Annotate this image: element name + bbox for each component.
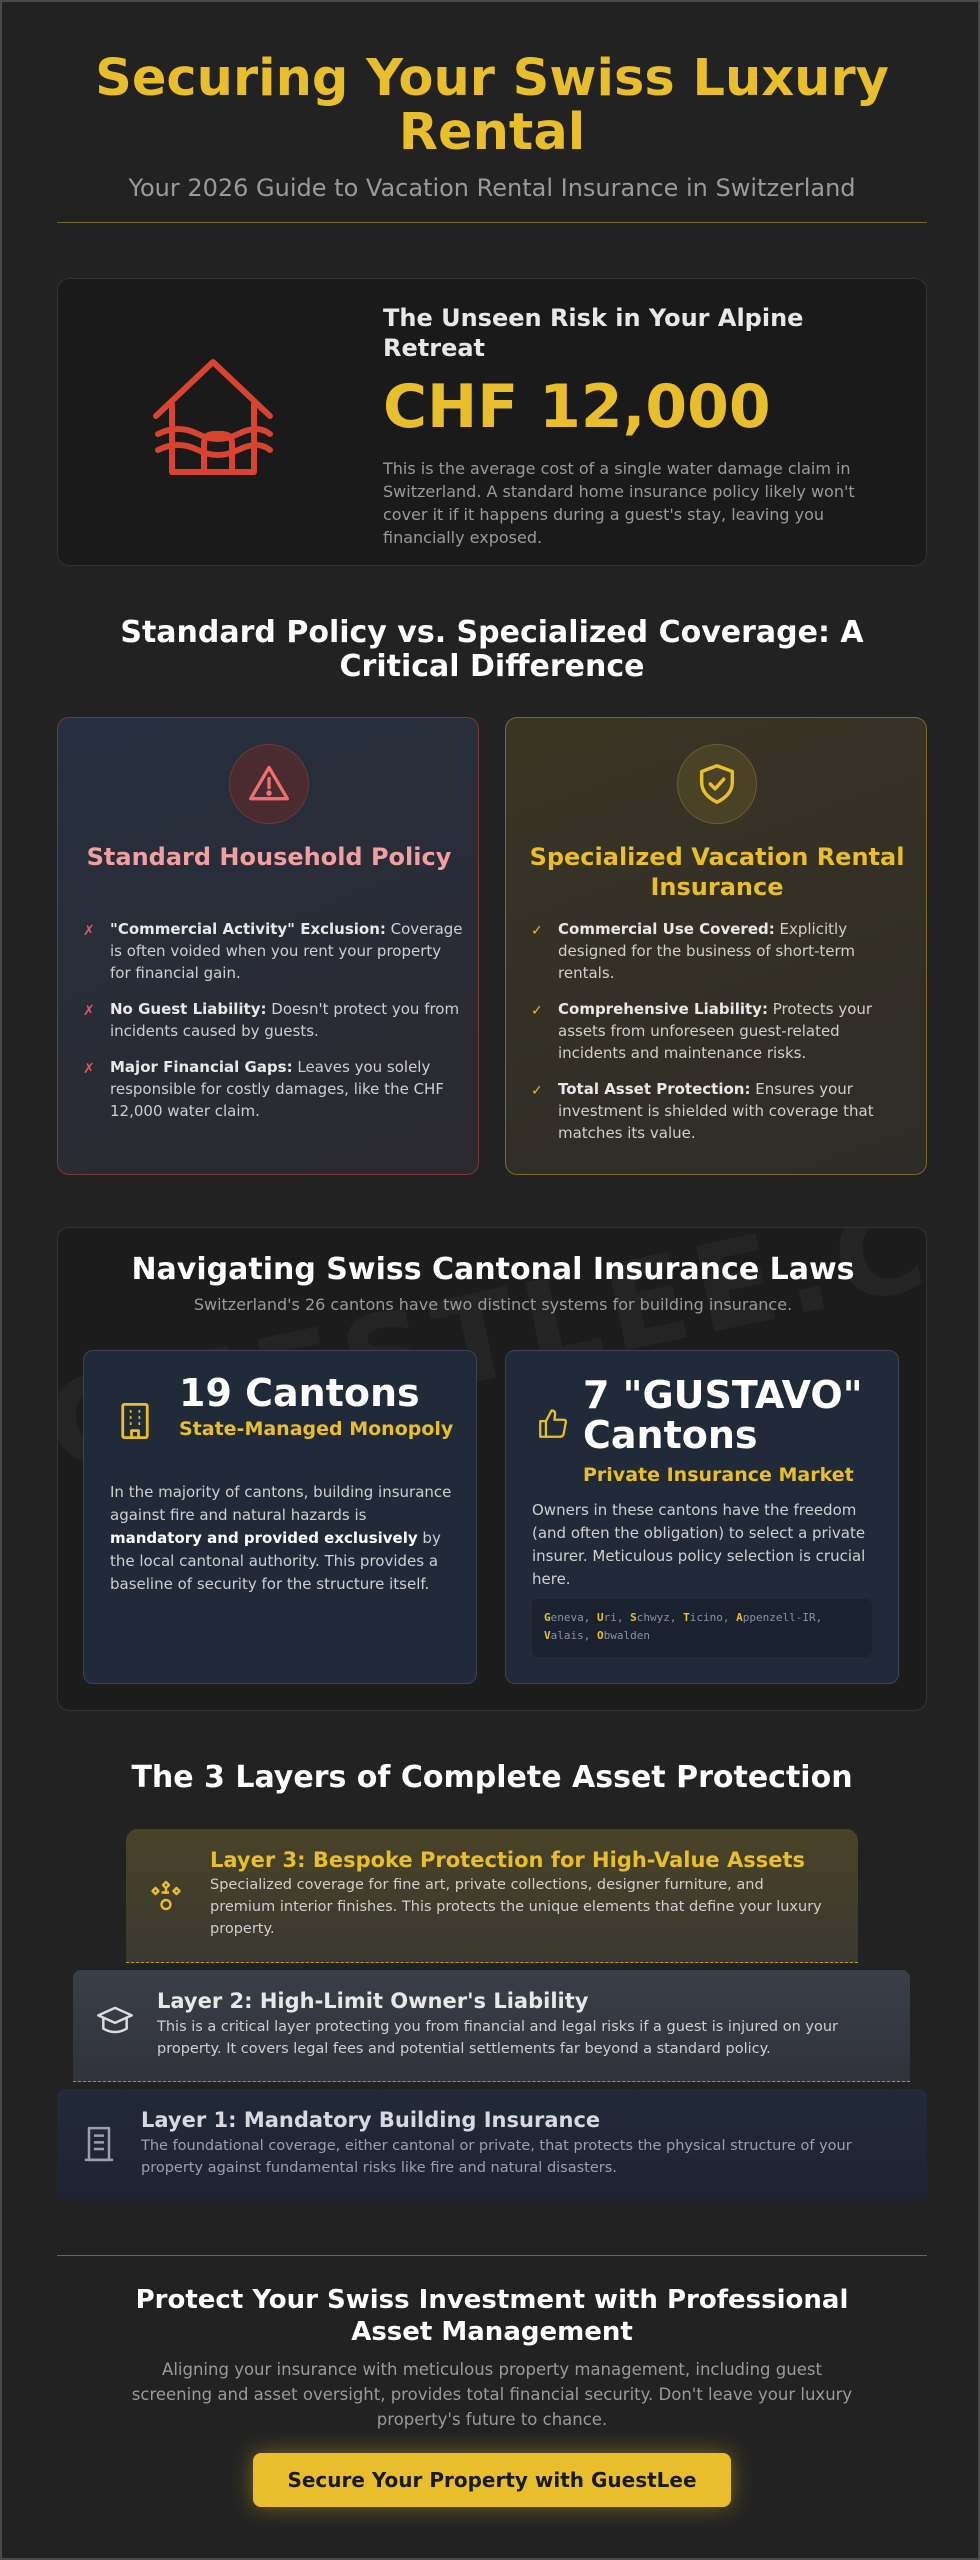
cta-description: Aligning your insurance with meticulous property management, including guest screening and asset oversight, provides total financial security. Don't leave your luxury property's future to chance. (131, 2360, 853, 2429)
canton-initial: A (736, 1611, 743, 1624)
state-cantons-text: In the majority of cantons, building insurance against fire and natural hazards is mandatory and provided exclusively by the local cantonal authority. This provides a baseline of security for the structure itself. (110, 1483, 452, 1593)
canton-initial: T (683, 1611, 690, 1624)
check-icon: ✓ (531, 1083, 543, 1099)
specialized-policy-list (531, 918, 911, 1158)
list-item (531, 918, 911, 984)
canton-name: icino (689, 1611, 723, 1624)
header (57, 49, 927, 202)
building-document-icon (79, 2123, 119, 2169)
layer-2-card (73, 1970, 910, 2082)
warning-badge (229, 744, 309, 824)
layer-3-title: Layer 3: Bespoke Protection for High-Value Assets (210, 1848, 806, 1872)
list-item (83, 1056, 463, 1122)
item-text: Doesn't protect you from incidents caused by guests. (110, 1000, 460, 1040)
canton-name: eneva (550, 1611, 584, 1624)
canton-initial: G (544, 1611, 551, 1624)
layer-1-card (57, 2089, 927, 2201)
item-text: Coverage is often voided when you rent your property for financial gain. (110, 920, 463, 982)
specialized-policy-card (505, 717, 927, 1175)
risk-amount: CHF 12,000 (383, 372, 771, 442)
canton-initial: S (630, 1611, 637, 1624)
canton-name: ri (603, 1611, 617, 1624)
check-icon: ✓ (531, 1003, 543, 1019)
list-item (83, 918, 463, 984)
canton-name: alais (550, 1629, 584, 1642)
warning-icon (247, 762, 291, 806)
secure-property-button[interactable]: Secure Your Property with GuestLee (253, 2453, 731, 2507)
private-cantons-count: 7 "GUSTAVO" Cantons (583, 1373, 863, 1457)
layer-3-desc: Specialized coverage for fine art, private collections, designer furniture, and premium interior finishes. This protects the unique elements that define your luxury property. (210, 1877, 822, 1937)
risk-description: This is the average cost of a single water damage claim in Switzerland. A standard home insurance policy likely won't cover it if it happens during a guest's stay, leaving you financially exposed. (383, 459, 855, 547)
water-damage-house-icon (148, 354, 278, 488)
item-label: "Commercial Activity" Exclusion: (110, 920, 386, 938)
canton-initial: U (597, 1611, 604, 1624)
building-icon (114, 1399, 156, 1447)
specialized-policy-title: Specialized Vacation Rental Insurance (529, 843, 905, 901)
layer-3-card (126, 1829, 858, 1963)
shield-badge (677, 744, 757, 824)
item-label: Major Financial Gaps: (110, 1058, 293, 1076)
gems-icon (148, 1879, 184, 1919)
layer-2-title: Layer 2: High-Limit Owner's Liability (157, 1989, 589, 2013)
canton-name: ppenzell-IR (742, 1611, 816, 1624)
cross-icon: ✗ (83, 923, 95, 939)
shield-check-icon (694, 761, 740, 807)
state-cantons-card (83, 1350, 477, 1684)
divider (57, 2255, 927, 2256)
canton-section (57, 1227, 927, 1711)
thumbs-up-icon (536, 1407, 570, 1445)
cross-icon: ✗ (83, 1061, 95, 1077)
item-text: Explicitly designed for the business of short-term rentals. (558, 920, 856, 982)
state-cantons-count: 19 Cantons (179, 1371, 420, 1415)
risk-heading: The Unseen Risk in Your Alpine Retreat (383, 304, 804, 362)
risk-card (57, 278, 927, 566)
cross-icon: ✗ (83, 1003, 95, 1019)
layer-1-title: Layer 1: Mandatory Building Insurance (141, 2108, 601, 2132)
list-item (531, 998, 911, 1064)
item-label: Comprehensive Liability: (558, 1000, 768, 1018)
layer-1-desc: The foundational coverage, either cantonal or private, that protects the physical structure of your property against fundamental risks like fire and natural disasters. (141, 2138, 852, 2176)
list-item (83, 998, 463, 1042)
standard-policy-list (83, 918, 463, 1136)
standard-policy-card (57, 717, 479, 1175)
layer-2-desc: This is a critical layer protecting you from financial and legal risks if a guest is injured on your property. It covers legal fees and potential settlements far beyond a standard policy. (157, 2019, 838, 2057)
private-cantons-card (505, 1350, 899, 1684)
state-cantons-label: State-Managed Monopoly (179, 1418, 454, 1440)
item-label: No Guest Liability: (110, 1000, 267, 1018)
page-title: Securing Your Swiss Luxury Rental (95, 49, 889, 162)
private-cantons-label: Private Insurance Market (583, 1464, 854, 1486)
cta-title: Protect Your Swiss Investment with Professional Asset Management (135, 2285, 849, 2347)
item-label: Commercial Use Covered: (558, 920, 775, 938)
canton-list: Geneva, Uri, Schwyz, Ticino, Appenzell-IR, Valais, Obwalden (532, 1599, 872, 1657)
canton-initial: V (544, 1629, 551, 1642)
canton-name: chwyz (636, 1611, 670, 1624)
divider (57, 222, 927, 223)
item-text: Ensures your investment is shielded with coverage that matches its value. (558, 1080, 874, 1142)
item-label: Total Asset Protection: (558, 1080, 751, 1098)
item-text: Leaves you solely responsible for costly damages, like the CHF 12,000 water claim. (110, 1058, 444, 1120)
private-cantons-text: Owners in these cantons have the freedom (and often the obligation) to select a private insurer. Meticulous policy selection is crucial here. (532, 1501, 866, 1588)
item-text: Protects your assets from unforeseen guest-related incidents and maintenance risks. (558, 1000, 873, 1062)
canton-title: Navigating Swiss Cantonal Insurance Laws (131, 1252, 855, 1287)
canton-initial: O (597, 1629, 604, 1642)
layers-title: The 3 Layers of Complete Asset Protection (131, 1760, 853, 1795)
list-item (531, 1078, 911, 1144)
page-subtitle: Your 2026 Guide to Vacation Rental Insurance in Switzerland (128, 174, 856, 202)
canton-name: bwalden (603, 1629, 650, 1642)
graduation-cap-icon (95, 2002, 135, 2046)
standard-policy-title: Standard Household Policy (86, 843, 452, 871)
canton-subtitle: Switzerland's 26 cantons have two distinct systems for building insurance. (193, 1295, 793, 1314)
comparison-title: Standard Policy vs. Specialized Coverage: A Critical Difference (120, 615, 864, 684)
check-icon: ✓ (531, 923, 543, 939)
